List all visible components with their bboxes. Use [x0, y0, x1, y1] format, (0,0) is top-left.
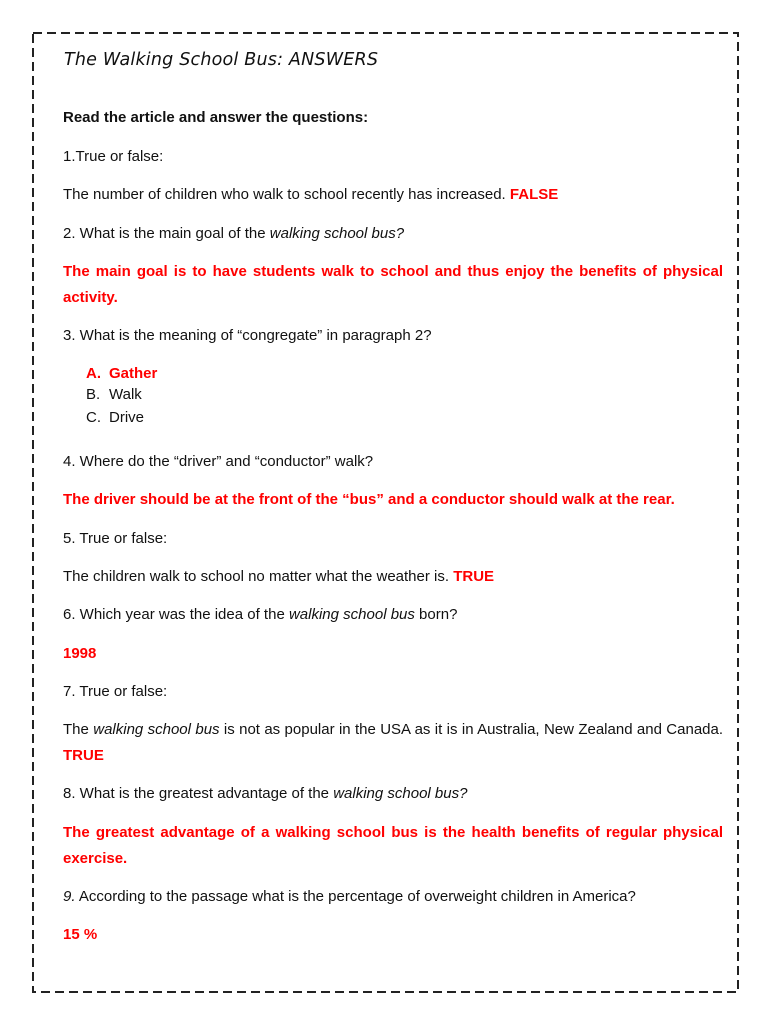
page-title: The Walking School Bus: ANSWERS — [64, 50, 379, 70]
question-4-prompt: 4. Where do the “driver” and “conductor” walk? — [63, 453, 374, 470]
instructions: Read the article and answer the questions: — [63, 109, 369, 126]
question-9-answer: 15 % — [63, 926, 98, 943]
question-7-statement-italic: walking school bus — [93, 721, 220, 738]
option-letter: A. — [86, 365, 101, 382]
option-letter: C. — [86, 409, 101, 426]
option-text: Gather — [109, 365, 158, 382]
question-9-prompt-text: According to the passage what is the percentage of overweight children in America? — [78, 888, 636, 905]
question-8-prompt-italic: walking school bus? — [333, 785, 468, 802]
question-2-prompt-italic: walking school bus? — [269, 225, 405, 242]
option-text: Drive — [109, 409, 145, 426]
question-7-prompt: 7. True or false: — [63, 683, 168, 700]
question-2-prompt — [63, 221, 723, 247]
question-6-prompt-end: born? — [419, 606, 458, 623]
question-1-statement-text: The number of children who walk to school recently has increased. — [63, 186, 506, 203]
question-2-prompt-text: 2. What is the main goal of the — [63, 225, 266, 242]
option-text: Walk — [109, 386, 142, 403]
question-1-prompt: 1.True or false: — [63, 148, 164, 165]
question-3-option-b — [86, 384, 142, 406]
question-3-prompt: 3. What is the meaning of “congregate” in paragraph 2? — [63, 327, 432, 344]
question-4-answer: The driver should be at the front of the “bus” and a conductor should walk at the rear. — [63, 491, 675, 508]
question-1-answer: FALSE — [509, 186, 559, 203]
question-3-option-a — [86, 363, 157, 385]
question-9-number: 9. — [63, 888, 76, 905]
question-8-prompt — [63, 781, 723, 807]
question-6-prompt-text: 6. Which year was the idea of the — [63, 606, 285, 623]
question-7-statement-start: The — [63, 721, 89, 738]
question-1-statement — [63, 182, 723, 208]
question-2-answer: The main goal is to have students walk to school and thus enjoy the benefits of physical activity. — [63, 263, 723, 306]
question-5-prompt: 5. True or false: — [63, 530, 168, 547]
question-6-prompt — [63, 602, 723, 628]
question-7-statement-end: is not as popular in the USA as it is in Australia, New Zealand and Canada. — [223, 721, 724, 738]
question-9-prompt — [63, 884, 723, 910]
option-letter: B. — [86, 386, 101, 403]
question-7-statement — [63, 717, 723, 769]
question-6-prompt-italic: walking school bus — [288, 606, 415, 623]
question-3-option-c — [86, 407, 144, 429]
question-8-answer: The greatest advantage of a walking school bus is the health benefits of regular physical exercise. — [63, 824, 723, 867]
question-7-answer: TRUE — [63, 747, 104, 764]
question-5-answer: TRUE — [453, 568, 495, 585]
question-5-statement-text: The children walk to school no matter what the weather is. — [63, 568, 450, 585]
question-5-statement — [63, 564, 723, 590]
question-6-answer: 1998 — [63, 645, 97, 662]
question-8-prompt-text: 8. What is the greatest advantage of the — [63, 785, 330, 802]
